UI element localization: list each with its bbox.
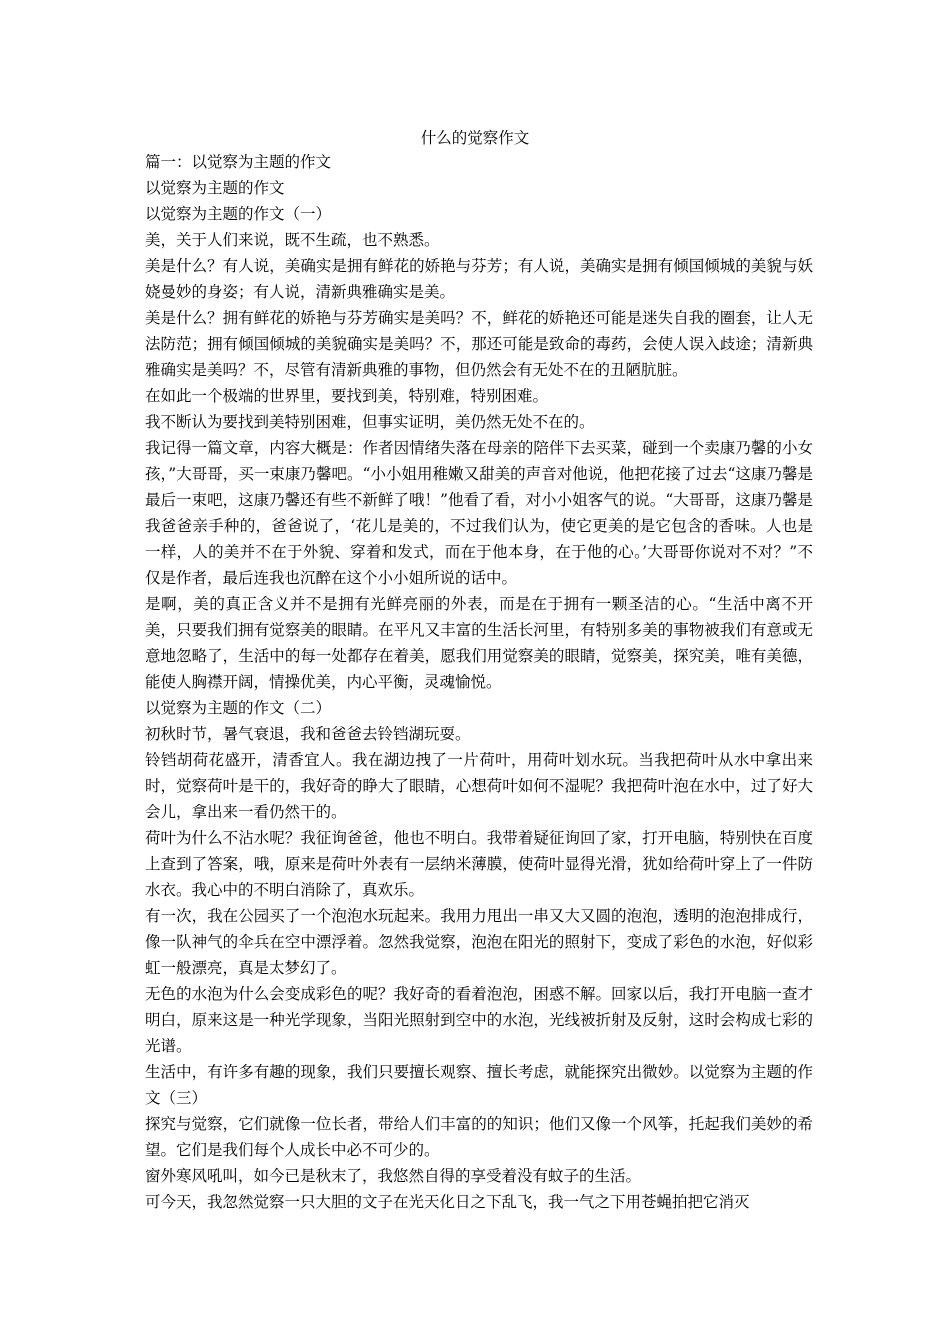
paragraph: 美是什么？拥有鲜花的娇艳与芬芳确实是美吗？不，鲜花的娇艳还可能是迷失自我的圈套，让人无法防范；拥有倾国倾城的美貌确实是美吗？不，那还可能是致命的毒药，会使人误入歧途；清新典雅确实是美吗？不，尽管有清新典雅的事物，但仍然会有无处不在的丑陋肮脏。 bbox=[145, 309, 813, 379]
paragraph: 有一次，我在公园买了一个泡泡水玩起来。我用力甩出一串又大又圆的泡泡，透明的泡泡排成行，像一队神气的伞兵在空中漂浮着。忽然我觉察，泡泡在阳光的照射下，变成了彩色的水泡，好似彩虹一般漂亮，真是太梦幻了。 bbox=[145, 907, 813, 977]
document-title: 什么的觉察作文 bbox=[420, 129, 530, 147]
paragraph: 无色的水泡为什么会变成彩色的呢？我好奇的看着泡泡，困惑不解。回家以后，我打开电脑一查才明白，原来这是一种光学现象，当阳光照射到空中的水泡，光线被折射及反射，这时会构成七彩的光谱。 bbox=[145, 985, 813, 1055]
paragraph: 我记得一篇文章，内容大概是：作者因情绪失落在母亲的陪伴下去买菜，碰到一个卖康乃馨的小女孩，”大哥哥，买一束康乃馨吧。“小小姐用稚嫩又甜美的声音对他说，他把花接了过去“这康乃馨是最后一束吧，这康乃馨还有些不新鲜了哦！”他看了看，对小小姐客气的说。“大哥哥，这康乃馨是我爸爸亲手种的，爸爸说了，‘花儿是美的，不过我们认为，使它更美的是它包含的香味。人也是一样，人的美并不在于外貌、穿着和发式，而在于他本身，在于他的心。’大哥哥你说对不对？”不仅是作者，最后连我也沉醉在这个小小姐所说的话中。 bbox=[145, 439, 813, 587]
paragraph: 以觉察为主题的作文（一） bbox=[145, 205, 332, 223]
paragraph: 美，关于人们来说，既不生疏，也不熟悉。 bbox=[145, 231, 440, 249]
paragraph: 美是什么？有人说，美确实是拥有鲜花的娇艳与芬芳；有人说，美确实是拥有倾国倾城的美貌与妖娆曼妙的身姿；有人说，清新典雅确实是美。 bbox=[145, 257, 813, 301]
paragraph: 生活中，有许多有趣的现象，我们只要擅长观察、擅长考虑，就能探究出微妙。以觉察为主题的作文（三） bbox=[145, 1063, 813, 1107]
paragraph: 铃铛胡荷花盛开，清香宜人。我在湖边拽了一片荷叶，用荷叶划水玩。当我把荷叶从水中拿出来时，觉察荷叶是干的，我好奇的睁大了眼睛，心想荷叶如何不湿呢？我把荷叶泡在水中，过了好大会儿，拿出来一看仍然干的。 bbox=[145, 751, 813, 821]
paragraph: 篇一：以觉察为主题的作文 bbox=[145, 153, 332, 171]
document-body bbox=[145, 149, 813, 1215]
paragraph: 是啊，美的真正含义并不是拥有光鲜亮丽的外表，而是在于拥有一颗圣洁的心。“生活中离不开美，只要我们拥有觉察美的眼睛。在平凡又丰富的生活长河里，有特别多美的事物被我们有意或无意地忽略了，生活中的每一处都存在着美，愿我们用觉察美的眼睛，觉察美，探究美，唯有美德，能使人胸襟开阔，情操优美，内心平衡，灵魂愉悦。 bbox=[145, 595, 813, 691]
paragraph: 探究与觉察，它们就像一位长者，带给人们丰富的的知识；他们又像一个风筝，托起我们美妙的希望。它们是我们每个人成长中必不可少的。 bbox=[145, 1115, 813, 1159]
paragraph: 以觉察为主题的作文（二） bbox=[145, 699, 332, 717]
paragraph: 可今天，我忽然觉察一只大胆的文子在光天化日之下乱飞，我一气之下用苍蝇拍把它消灭 bbox=[145, 1193, 750, 1211]
paragraph: 我不断认为要找到美特别困难，但事实证明，美仍然无处不在的。 bbox=[145, 413, 595, 431]
paragraph: 荷叶为什么不沾水呢？我征询爸爸，他也不明白。我带着疑征询回了家，打开电脑，特别快在百度上查到了答案，哦，原来是荷叶外表有一层纳米薄膜，使荷叶显得光滑，犹如给荷叶穿上了一件防水衣。我心中的不明白消除了，真欢乐。 bbox=[145, 829, 813, 899]
paragraph: 在如此一个极端的世界里，要找到美，特别难，特别困难。 bbox=[145, 387, 549, 405]
paragraph: 以觉察为主题的作文 bbox=[145, 179, 285, 197]
paragraph: 初秋时节，暑气衰退，我和爸爸去铃铛湖玩耍。 bbox=[145, 725, 471, 743]
paragraph: 窗外寒风吼叫，如今已是秋末了，我悠然自得的享受着没有蚊子的生活。 bbox=[145, 1167, 642, 1185]
